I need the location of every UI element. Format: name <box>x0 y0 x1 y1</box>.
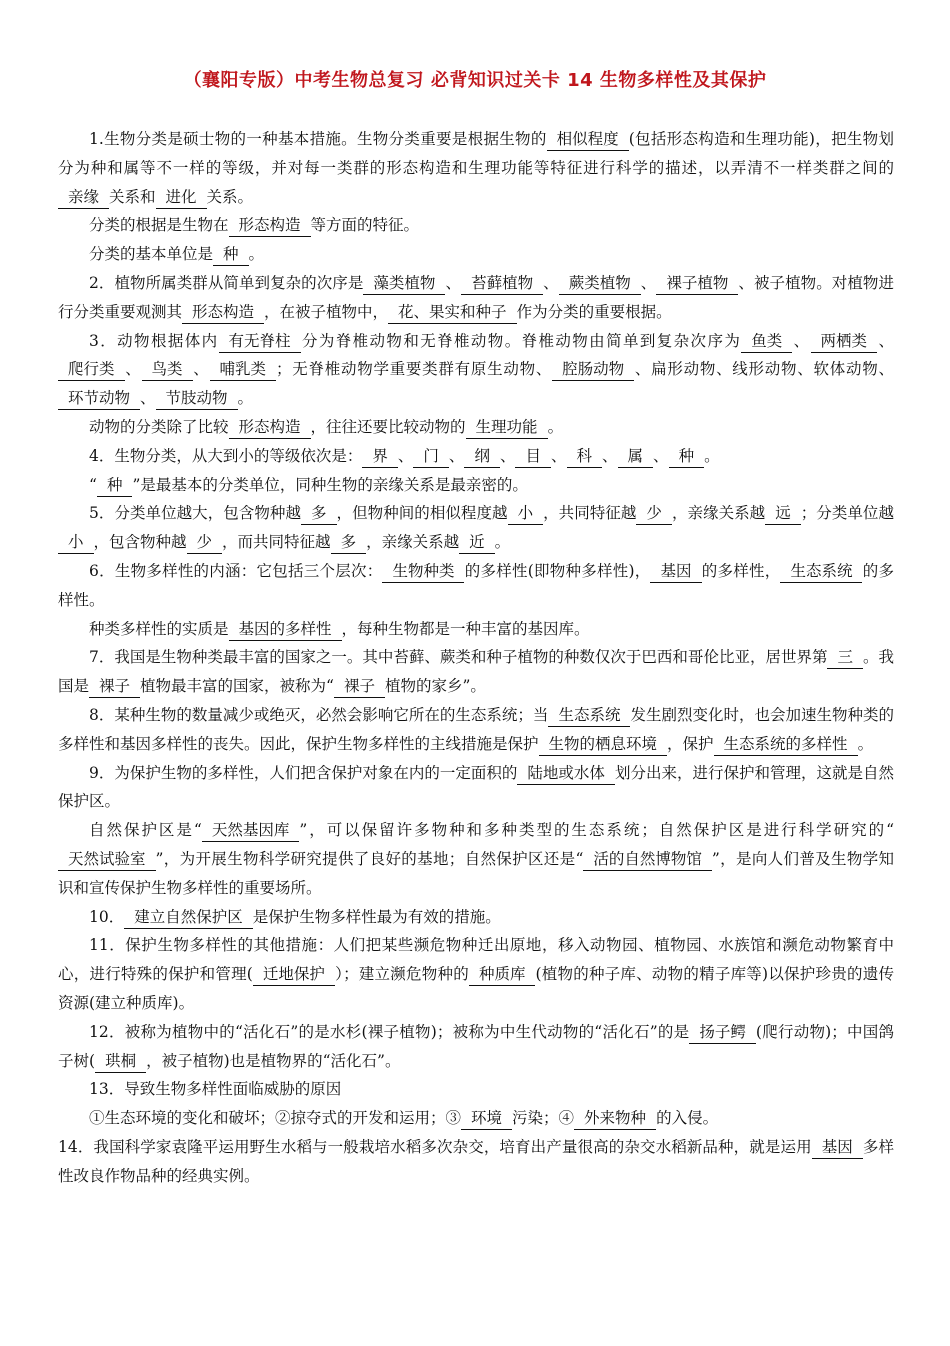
document-body <box>58 125 894 1190</box>
answer-blank: 少 <box>636 502 672 525</box>
text-segment: 的多样性， <box>701 561 781 580</box>
text-segment: 7．我国是生物种类最丰富的国家之一。其中苔藓、蕨类和种子植物的种数仅次于巴西和哥伦比亚，居世界第 <box>89 648 828 667</box>
text-segment: 、 <box>448 446 465 465</box>
answer-blank: 裸子 <box>89 675 140 698</box>
text-segment: 。 <box>248 245 265 264</box>
text-segment: 、 <box>640 273 657 292</box>
text-segment: 分为脊椎动物和无脊椎动物。脊椎动物由简单到复杂次序为 <box>300 331 742 350</box>
answer-blank: 多 <box>331 531 367 554</box>
answer-blank: 外来物种 <box>574 1107 656 1130</box>
text-segment: 5．分类单位越大，包含物种越 <box>89 504 301 523</box>
answer-blank: 爬行类 <box>58 358 125 381</box>
answer-blank: 远 <box>765 502 801 525</box>
text-segment: 、 <box>124 360 142 379</box>
text-segment: (包括形态构造和生理功能)，把生物划分为种和属等不一样的等级，并对每一类群的形态构造和生理功能等特征进行科学的描述，以弄清不一样类群之间的 <box>58 130 894 177</box>
text-segment: 污染；④ <box>512 1109 575 1128</box>
answer-blank: 三 <box>827 646 863 669</box>
text-segment: 10． <box>89 907 125 926</box>
text-segment: 作为分类的重要根据。 <box>516 302 672 321</box>
text-segment: 8．某种生物的数量减少或绝灭，必然会影响它所在的生态系统；当 <box>89 705 549 724</box>
text-segment: 植物的家乡”。 <box>384 677 486 696</box>
text-segment: 分类的基本单位是 <box>89 245 214 264</box>
answer-blank: 环节动物 <box>58 387 140 410</box>
answer-blank: 小 <box>508 502 544 525</box>
text-segment: ①生态环境的变化和破坏；②掠夺式的开发和运用；③ <box>89 1109 462 1128</box>
text-segment: (爬行动物)；中国鸽子树( <box>58 1022 894 1070</box>
paragraph <box>58 471 894 500</box>
text-segment: ，被子植物)也是植物界的“活化石”。 <box>146 1051 401 1070</box>
text-segment: 动物的分类除了比较 <box>89 417 229 436</box>
paragraph <box>58 269 894 327</box>
answer-blank: 珙桐 <box>95 1050 146 1073</box>
text-segment: ，包含物种越 <box>93 533 187 552</box>
text-segment: ，在被子植物中， <box>264 302 389 321</box>
answer-blank: 天然试验室 <box>58 848 156 871</box>
text-segment: “ <box>89 475 97 494</box>
text-segment: ，往往还要比较动物的 <box>310 417 466 436</box>
answer-blank: 生态系统的多样性 <box>714 733 858 756</box>
answer-blank: 生态系统 <box>780 560 862 583</box>
answer-blank: 形态构造 <box>182 301 264 324</box>
paragraph <box>58 211 894 240</box>
text-segment: 。 <box>494 533 511 552</box>
answer-blank: 生理功能 <box>466 416 548 439</box>
text-segment: 、 <box>653 446 669 465</box>
text-segment: 发生剧烈变化时，也会加速生物种类的多样性和基因多样性的丧失。因此，保护生物多样性的主线措施是保护 <box>58 705 894 753</box>
text-segment: 9．为保护生物的多样性，人们把含保护对象在内的一定面积的 <box>89 763 518 782</box>
text-segment: 13．导致生物多样性面临威胁的原因 <box>89 1080 342 1099</box>
text-segment: ，共同特征越 <box>543 504 637 523</box>
paragraph <box>58 903 894 932</box>
text-segment: ；分类单位越 <box>800 504 894 523</box>
answer-blank: 进化 <box>156 186 207 209</box>
text-segment: ；无脊椎动物学重要类群有原生动物、 <box>276 360 553 379</box>
answer-blank: 种质库 <box>469 963 536 986</box>
text-segment: 分类的根据是生物在 <box>89 216 229 235</box>
text-segment: 、 <box>192 360 210 379</box>
text-segment: (植物的种子库、动物的精子库等)以保护珍贵的遗传资源(建立种质库)。 <box>58 965 894 1012</box>
text-segment: 、扁形动物、线形动物、软体动物、 <box>634 360 894 379</box>
answer-blank: 门 <box>413 445 449 468</box>
answer-blank: 迁地保护 <box>253 963 335 986</box>
paragraph <box>58 759 894 817</box>
text-segment: 、 <box>445 273 462 292</box>
paragraph <box>58 1018 894 1076</box>
text-segment: 多样性改良作物品种的经典实例。 <box>58 1137 894 1185</box>
answer-blank: 纲 <box>464 445 500 468</box>
answer-blank: 科 <box>567 445 603 468</box>
text-segment: 1.生物分类是硕士物的一种基本措施。生物分类重要是根据生物的 <box>89 130 547 148</box>
text-segment: 。 <box>704 446 720 465</box>
paragraph <box>58 615 894 644</box>
answer-blank: 种 <box>669 445 705 468</box>
answer-blank: 属 <box>618 445 654 468</box>
text-segment: ）；建立濒危物种的 <box>334 965 469 984</box>
answer-blank: 多 <box>301 502 337 525</box>
answer-blank: 形态构造 <box>229 416 311 439</box>
answer-blank: 相似程度 <box>547 128 629 151</box>
text-segment: 的入侵。 <box>656 1109 719 1128</box>
text-segment: 、 <box>602 446 618 465</box>
text-segment: 、 <box>397 446 414 465</box>
answer-blank: 扬子鳄 <box>689 1021 756 1044</box>
text-segment: 、 <box>877 331 894 350</box>
paragraph <box>58 413 894 442</box>
paragraph <box>58 442 894 471</box>
paragraph <box>58 1075 894 1104</box>
text-segment: 种类多样性的实质是 <box>89 619 229 638</box>
answer-blank: 裸子 <box>334 675 385 698</box>
text-segment: 自然保护区是“ <box>89 821 202 840</box>
answer-blank: 界 <box>362 445 398 468</box>
text-segment: ”，可以保留许多物种和多种类型的生态系统；自然保护区是进行科学研究的“ <box>299 821 894 840</box>
text-segment: 的多样性。 <box>58 561 894 609</box>
text-segment: ”，是向人们普及生物学知识和宣传保护生物多样性的重要场所。 <box>58 849 894 897</box>
answer-blank: 生物的栖息环境 <box>539 733 668 756</box>
text-segment: 等方面的特征。 <box>310 216 420 235</box>
answer-blank: 生态系统 <box>548 704 630 727</box>
text-segment: 。 <box>547 417 564 436</box>
text-segment: 11．保护生物多样性的其他措施：人们把某些濒危物种迁出原地，移入动物园、植物园、水族馆和濒危动物繁育中心，进行特殊的保护和管理( <box>58 936 894 984</box>
answer-blank: 建立自然保护区 <box>124 906 253 929</box>
text-segment: ，亲缘关系越 <box>671 504 766 523</box>
text-segment: 。我国是 <box>58 648 894 696</box>
answer-blank: 陆地或水体 <box>517 762 615 785</box>
paragraph <box>58 1133 894 1191</box>
answer-blank: 近 <box>459 531 495 554</box>
text-segment: 关系。 <box>206 187 254 206</box>
answer-blank: 腔肠动物 <box>552 358 634 381</box>
answer-blank: 种 <box>97 474 133 497</box>
answer-blank: 目 <box>515 445 551 468</box>
answer-blank: 环境 <box>461 1107 512 1130</box>
answer-blank: 天然基因库 <box>202 819 300 842</box>
text-segment: 是保护生物多样性最为有效的措施。 <box>252 907 501 926</box>
answer-blank: 裸子植物 <box>656 272 738 295</box>
text-segment: ，每种生物都是一种丰富的基因库。 <box>341 619 590 638</box>
text-segment: 、 <box>499 446 516 465</box>
answer-blank: 有无脊柱 <box>219 330 301 353</box>
paragraph <box>58 701 894 759</box>
answer-blank: 花、果实和种子 <box>388 301 517 324</box>
text-segment: 3．动物根据体内 <box>89 331 219 350</box>
text-segment: 。 <box>237 389 254 408</box>
answer-blank: 小 <box>58 531 94 554</box>
text-segment: 、 <box>550 446 567 465</box>
answer-blank: 活的自然博物馆 <box>583 848 712 871</box>
paragraph <box>58 643 894 701</box>
answer-blank: 鱼类 <box>741 330 792 353</box>
text-segment: ，但物种间的相似程度越 <box>336 504 508 523</box>
text-segment: 、 <box>543 273 559 292</box>
text-segment: 、 <box>140 389 156 408</box>
text-segment: 划分出来，进行保护和管理，这就是自然保护区。 <box>58 763 894 811</box>
text-segment: 12．被称为植物中的“活化石”的是水杉(裸子植物)；被称为中生代动物的“活化石”的是 <box>89 1022 690 1041</box>
answer-blank: 生物种类 <box>382 560 464 583</box>
text-segment: ”，为开展生物科学研究提供了良好的基地；自然保护区还是“ <box>155 849 584 868</box>
answer-blank: 形态构造 <box>229 214 311 237</box>
answer-blank: 基因 <box>812 1136 863 1159</box>
answer-blank: 两栖类 <box>811 330 878 353</box>
answer-blank: 藻类植物 <box>363 272 445 295</box>
text-segment: 6．生物多样性的内涵：它包括三个层次： <box>89 561 383 580</box>
text-segment: 的多样性(即物种多样性)， <box>464 561 651 580</box>
paragraph <box>58 1104 894 1133</box>
answer-blank: 种 <box>213 243 249 266</box>
answer-blank: 蕨类植物 <box>559 272 641 295</box>
text-segment: ，亲缘关系越 <box>366 533 460 552</box>
paragraph <box>58 499 894 557</box>
text-segment: 、 <box>792 331 811 350</box>
paragraph <box>58 327 894 413</box>
answer-blank: 基因的多样性 <box>229 618 342 641</box>
paragraph <box>58 557 894 615</box>
text-segment: ，保护 <box>667 734 714 753</box>
text-segment: ”是最基本的分类单位，同种生物的亲缘关系是最亲密的。 <box>132 475 528 494</box>
text-segment: 、被子植物。对植物进行分类重要观测其 <box>58 273 894 321</box>
text-segment: 。 <box>857 734 874 753</box>
answer-blank: 鸟类 <box>142 358 193 381</box>
paragraph <box>58 240 894 269</box>
text-segment: 4．生物分类，从大到小的等级依次是： <box>89 446 363 465</box>
paragraph <box>58 931 894 1017</box>
text-segment: ，而共同特征越 <box>222 533 331 552</box>
paragraph <box>58 125 894 211</box>
text-segment: 关系和 <box>109 187 156 206</box>
text-segment: 植物最丰富的国家，被称为“ <box>140 677 334 696</box>
text-segment: 14．我国科学家袁隆平运用野生水稻与一般栽培水稻多次杂交，培育出产量很高的杂交水稻新品种，就是运用 <box>58 1137 812 1156</box>
answer-blank: 少 <box>187 531 223 554</box>
answer-blank: 苔藓植物 <box>461 272 543 295</box>
paragraph <box>58 816 894 902</box>
answer-blank: 哺乳类 <box>210 358 277 381</box>
answer-blank: 节肢动物 <box>156 387 238 410</box>
text-segment: 2．植物所属类群从简单到复杂的次序是 <box>89 273 364 292</box>
document-title: （襄阳专版）中考生物总复习 必背知识过关卡 14 生物多样性及其保护 <box>183 70 767 91</box>
answer-blank: 亲缘 <box>58 186 109 209</box>
answer-blank: 基因 <box>650 560 701 583</box>
